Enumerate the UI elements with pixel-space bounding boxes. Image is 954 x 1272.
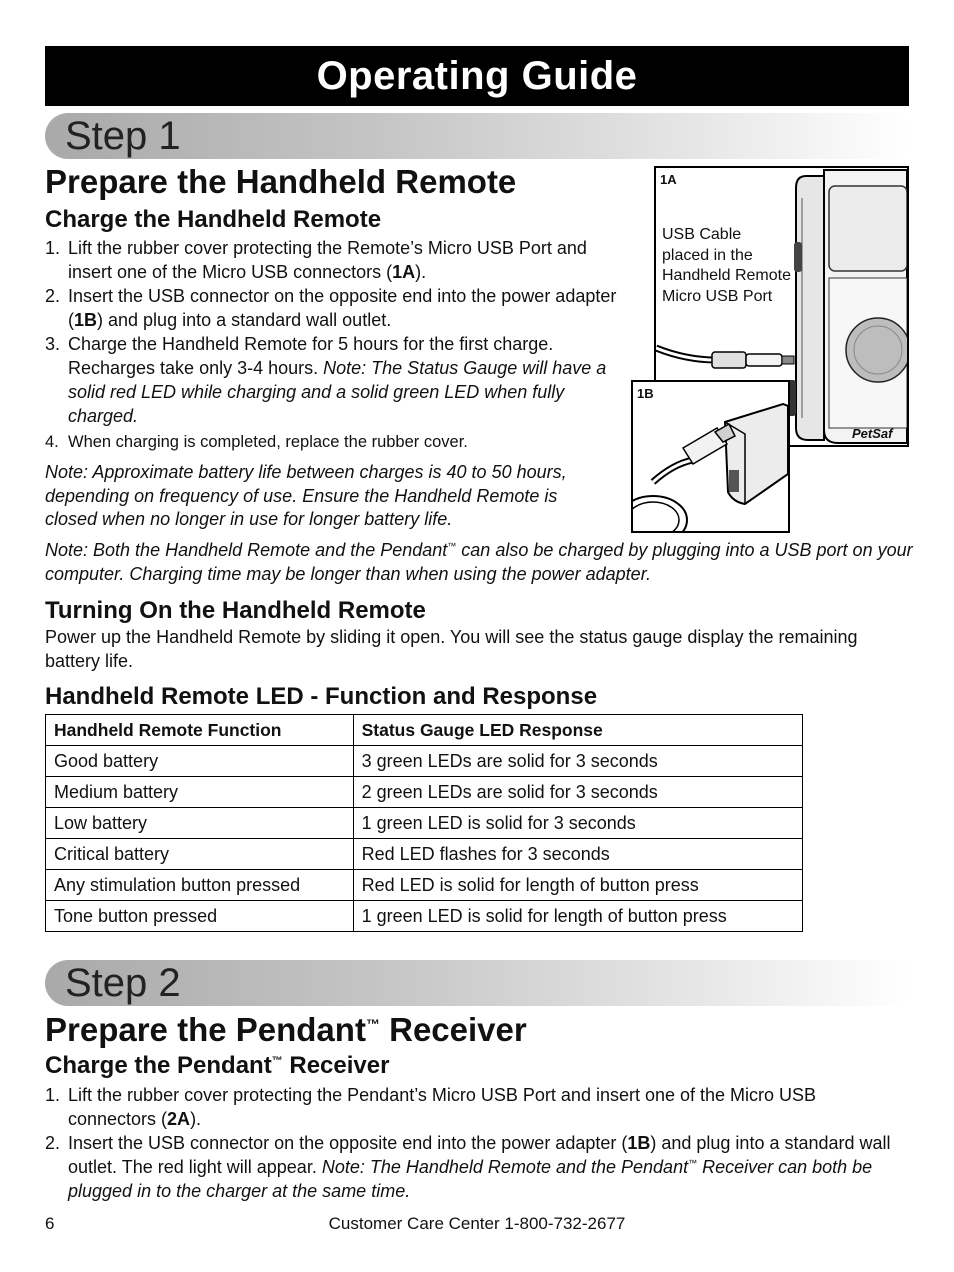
table-row (46, 839, 803, 870)
list-item: 2. Insert the USB connector on the opposite end into the power adapter (1B) and plug into a standard wall outlet. (45, 286, 617, 330)
charge-pendant-steps (45, 1083, 909, 1203)
step-2-heading: Prepare the Pendant™ Receiver (45, 1011, 527, 1048)
table-row (46, 901, 803, 932)
battery-life-note: Note: Approximate battery life between charges is 40 to 50 hours, depending on frequency of use. Ensure the Handheld Remote is closed when no longer in use for longer battery life. (45, 462, 567, 529)
list-item: 2. Insert the USB connector on the opposite end into the power adapter (1B) and plug into a standard wall outlet. The red light will appear. Note: The Handheld Remote and the Pendant™ Receiver can both be plugged in to the charger at the same time. (45, 1133, 891, 1201)
figure-1b-label: 1B (637, 386, 654, 401)
customer-care-footer: Customer Care Center 1-800-732-2677 (328, 1214, 626, 1233)
turning-on-heading: Turning On the Handheld Remote (45, 597, 426, 624)
page-number: 6 (45, 1214, 55, 1233)
table-cell: Critical battery (46, 839, 354, 870)
step-2-bar: Step 2 (45, 960, 909, 1006)
table-cell: 1 green LED is solid for 3 seconds (353, 808, 802, 839)
figure-1a-caption: USB Cable placed in the Handheld Remote Micro USB Port (662, 226, 791, 305)
table-row (46, 777, 803, 808)
step-1-bar: Step 1 (45, 113, 909, 159)
step-1-heading: Prepare the Handheld Remote (45, 163, 517, 200)
list-item: 1. Lift the rubber cover protecting the Remote’s Micro USB Port and insert one of the Micro USB connectors (1A). (45, 238, 587, 282)
charge-pendant-heading: Charge the Pendant™ Receiver (45, 1052, 390, 1079)
figure-1a-label: 1A (660, 172, 677, 187)
list-item: 3. Charge the Handheld Remote for 5 hours for the first charge. Recharges take only 3-4 hours. Note: The Status Gauge will have a solid red LED while charging and a solid green LED when fully charged. (45, 334, 607, 426)
brand-logo: PetSaf (852, 426, 893, 441)
table-cell: Red LED is solid for length of button press (353, 870, 802, 901)
table-row (46, 808, 803, 839)
table-row (46, 870, 803, 901)
led-table (45, 714, 803, 932)
list-item: 1. Lift the rubber cover protecting the Pendant’s Micro USB Port and insert one of the Micro USB connectors (2A). (45, 1085, 817, 1129)
page-title: Operating Guide (45, 46, 909, 106)
usb-charging-note: Note: Both the Handheld Remote and the Pendant™ can also be charged by plugging into a USB port on your computer. Charging time may be longer than when using the power adapter. (45, 540, 913, 584)
list-item: 4. When charging is completed, replace the rubber cover. (45, 433, 468, 451)
table-cell: Medium battery (46, 777, 354, 808)
table-cell: Tone button pressed (46, 901, 354, 932)
power-adapter-illustration (633, 382, 788, 531)
table-cell: Red LED flashes for 3 seconds (353, 839, 802, 870)
table-cell: Low battery (46, 808, 354, 839)
turning-on-text: Power up the Handheld Remote by sliding it open. You will see the status gauge display the remaining battery life. (45, 627, 858, 671)
table-cell: Any stimulation button pressed (46, 870, 354, 901)
column-header: Status Gauge LED Response (353, 715, 802, 746)
charge-remote-steps (45, 236, 625, 454)
charge-remote-heading: Charge the Handheld Remote (45, 206, 382, 233)
table-row (46, 746, 803, 777)
table-header-row (46, 715, 803, 746)
table-cell: 1 green LED is solid for length of button press (353, 901, 802, 932)
table-cell: 3 green LEDs are solid for 3 seconds (353, 746, 802, 777)
led-table-heading: Handheld Remote LED - Function and Response (45, 683, 598, 710)
table-cell: 2 green LEDs are solid for 3 seconds (353, 777, 802, 808)
table-cell: Good battery (46, 746, 354, 777)
figure-1b (631, 380, 790, 533)
column-header: Handheld Remote Function (46, 715, 354, 746)
